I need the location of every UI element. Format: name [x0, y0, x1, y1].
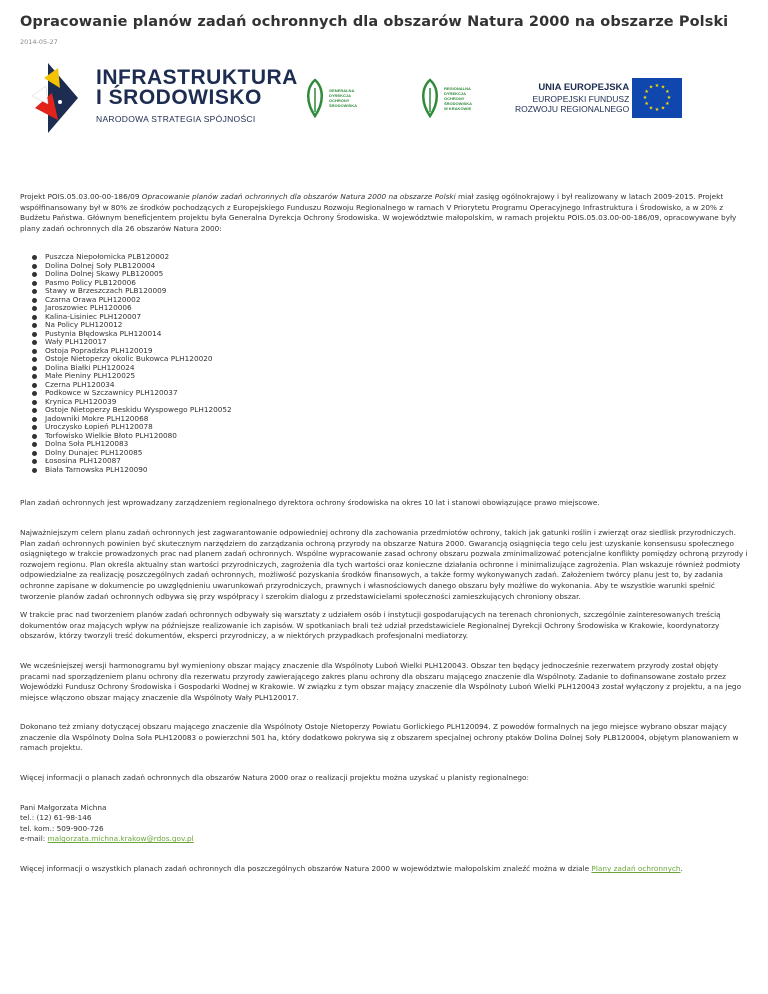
contact-tel: tel.: (12) 61-98-146 [20, 813, 92, 823]
site-name: Ostoje Nietoperzy okolic Bukowca PLH120020 [45, 354, 213, 364]
svg-text:★: ★ [642, 95, 648, 101]
site-name: Ostoja Popradzka PLH120019 [45, 345, 153, 355]
bullet-icon [32, 340, 37, 345]
eu-line3: ROZWOJU REGIONALNEGO [515, 104, 630, 114]
site-list-item [32, 389, 748, 398]
bullet-icon [32, 255, 37, 260]
bullet-icon [32, 272, 37, 277]
site-name: Czarna Orawa PLH120002 [45, 294, 141, 304]
paragraph-legal: Plan zadań ochronnych jest wprowadzany zarządzeniem regionalnego dyrektora ochrony środowiska na okres 10 lat i stanowi obowiązujące prawo miejscowe. [20, 498, 600, 508]
eu-logo-text [515, 82, 629, 114]
bullet-icon [32, 434, 37, 439]
site-list-item [32, 466, 748, 475]
contact-email-link[interactable]: malgorzata.michna.krakow@rdos.gov.pl [47, 834, 194, 844]
site-list-item [32, 330, 748, 339]
site-name: Dolny Dunajec PLH120085 [45, 447, 143, 457]
eu-line2: EUROPEJSKI FUNDUSZ [532, 94, 630, 104]
rdos-logo [419, 78, 472, 118]
bullet-icon [32, 425, 37, 430]
bullet-icon [32, 281, 37, 286]
site-name: Krynica PLH120039 [45, 396, 117, 406]
eu-flag-icon [632, 78, 682, 118]
bullet-icon [32, 349, 37, 354]
bullet-icon [32, 391, 37, 396]
site-name: Torfowisko Wielkie Błoto PLH120080 [45, 430, 177, 440]
site-name: Stawy w Brzeszczach PLB120009 [45, 286, 167, 296]
site-list-item [32, 432, 748, 441]
site-list-item [32, 296, 748, 305]
intro-before: Projekt POIS.05.03.00-00-186/09 [20, 192, 142, 201]
paragraph-workshops: W trakcie prac nad tworzeniem planów zadań ochronnych odbywały się warsztaty z udziałem osób i instytucji gospodarujących na terenach chronionych, szczególnie zainteresowanych treścią dokumentów oraz mających wpływ na późniejsze realizowanie ich zapisów. W spotkaniach brali też udział przedstawiciele Regionalnej Dyrekcji Ochrony Środowiska w Krakowie, koordynatorzy obszarów, którzy tworzyli treść dokumentów, eksperci przyrodniczy, a w niektórych przypadkach profesjonalni mediatorzy. [20, 610, 721, 641]
bullet-icon [32, 298, 37, 303]
rdos-text: REGIONALNA DYREKCJA OCHRONY ŚRODOWISKA W KRAKOWIE [444, 85, 472, 111]
site-list-item [32, 313, 748, 322]
site-name: Jadowniki Mokre PLH120068 [45, 413, 149, 423]
all-plans-before: Więcej informacji o wszystkich planach zadań ochronnych dla poszczególnych obszarów Natura 2000 w województwie małopolskim znaleźć można w dziale [20, 864, 592, 874]
site-name: Dolina Białki PLH120024 [45, 362, 135, 372]
svg-text:★: ★ [660, 84, 666, 91]
svg-text:★: ★ [654, 83, 660, 89]
site-name: Łososina PLH120087 [45, 456, 121, 466]
leaf-icon [419, 78, 441, 118]
site-name: Dolina Dolnej Skawy PLB120005 [45, 269, 164, 279]
bullet-icon [32, 468, 37, 473]
publish-date: 2014-05-27 [20, 38, 58, 46]
svg-text:★: ★ [654, 107, 660, 113]
bullet-icon [32, 400, 37, 405]
site-list-item [32, 364, 748, 373]
paragraph-lubon: We wcześniejszej wersji harmonogramu był wymieniony obszar mający znaczenie dla Wspólnoty Luboń Wielki PLH120043. Obszar ten będący jednocześnie rezerwatem przyrody został objęty pracami nad sporządzeniem planu ochrony dla rezerwatu przyrody zawierającego zakres planu ochrony dla obszaru mającego znaczenie dla Wspólnoty. Zadanie to dofinansowane zostało przez Wojewódzki Fundusz Ochrony Środowiska i Gospodarki Wodnej w Krakowie. W związku z tym obszar mający znaczenie dla Wspólnoty Luboń Wielki PLH120043 został wyłączony z projektu, a na jego miejsce włączono obszar mający znaczenie dla Wspólnoty Wały PLH120017. [20, 660, 742, 702]
bullet-icon [32, 451, 37, 456]
bullet-icon [32, 323, 37, 328]
site-name: Pustynia Błędowska PLH120014 [45, 328, 162, 338]
paragraph-dolna-sola: Dokonano też zmiany dotyczącej obszaru mającego znaczenie dla Wspólnoty Ostoje Nietoperzy Powiatu Gorlickiego PLH120094. Z powodów formalnych na jego miejsce wybrano obszar mający znaczenie dla Wspólnoty Dolna Soła PLH120083 o powierzchni 501 ha, który dodatkowo pokrywa się z obszarem specjalnej ochrony ptaków Dolina Dolnej Soły PLB120004, objętym planowaniem w ramach projektu. [20, 722, 739, 753]
svg-text:★: ★ [644, 89, 649, 95]
site-name: Dolna Soła PLH120083 [45, 439, 129, 449]
bullet-icon [32, 315, 37, 320]
sites-list [32, 253, 748, 474]
site-list-item [32, 372, 748, 381]
page-title: Opracowanie planów zadań ochronnych dla obszarów Natura 2000 na obszarze Polski [20, 14, 729, 30]
site-name: Biała Tarnowska PLH120090 [45, 464, 148, 474]
site-name: Małe Pieniny PLH120025 [45, 371, 136, 381]
infra-line2: I ŚRODOWISKO [96, 86, 262, 109]
svg-text:★: ★ [648, 84, 654, 91]
site-list-item [32, 270, 748, 279]
bullet-icon [32, 417, 37, 422]
site-name: Ostoje Nietoperzy Beskidu Wyspowego PLH120052 [45, 405, 232, 415]
contact-mobile: tel. kom.: 509-900-726 [20, 823, 104, 833]
site-name: Uroczysko Łopień PLH120078 [45, 422, 153, 432]
paragraph-goal: Najważniejszym celem planu zadań ochronnych jest zagwarantowanie odpowiedniej ochrony dla zachowania przedmiotów ochrony, takich jak gatunki roślin i zwierząt oraz siedlisk przyrodniczych. Plan zadań ochronnych powinien być skutecznym narzędziem do zarządzania ochroną przyrody na obszarze Natura 2000. Gwarancją osiągnięcia tego celu jest uzyskanie konsensusu społecznego osiągniętego w trakcie prowadzonych prac nad planem zadań ochronnych. Wspólne wypracowanie zasad ochrony obszaru pozwala zminimalizować potencjalne konflikty pomiędzy ochroną przyrody i rozwojem regionu. Plan określa aktualny stan wartości przyrodniczych, zagrożenia dla tych wartości oraz konieczne działania ochronne i minimalizujące zagrożenia. Plan wskazuje również podmioty odpowiedzialne za realizację poszczególnych zadań ochronnych, możliwość pozyskania środków finansowych, a także formy wykonywanych zadań. Założeniem twórcy planu jest to, by zadania ochronne zapisane w dokumencie po uwzględnieniu uwarunkowań przyrodniczych, prawnych i własnościowych danego obszaru były możliwe do wykonania. Aby te wszystkie warunki spełnić tworzenie planów zadań ochronnych odbywa się przy współpracy i szerokim dialogu z przedstawicielami społeczności zamieszkujących chroniony obszar. [20, 527, 748, 601]
paragraph-all-plans [20, 864, 748, 875]
svg-text:★: ★ [648, 105, 654, 112]
bullet-icon [32, 306, 37, 311]
site-name: Czerna PLH120034 [45, 379, 115, 389]
bullet-icon [32, 374, 37, 379]
bullet-icon [32, 408, 37, 413]
contact-block [20, 803, 748, 845]
site-name: Kalina-Lisiniec PLH120007 [45, 311, 142, 321]
bullet-icon [32, 459, 37, 464]
gdos-logo [304, 78, 357, 118]
bullet-icon [32, 289, 37, 294]
site-list-item [32, 449, 748, 458]
paragraph-more-info: Więcej informacji o planach zadań ochronnych dla obszarów Natura 2000 oraz o realizacji projektu można uzyskać u planisty regionalnego: [20, 773, 529, 783]
site-name: Pasmo Policy PLB120006 [45, 277, 136, 287]
site-name: Na Policy PLH120012 [45, 320, 123, 330]
svg-text:★: ★ [660, 105, 666, 112]
bullet-icon [32, 332, 37, 337]
all-plans-after: . [680, 864, 683, 874]
bullet-icon [32, 383, 37, 388]
intro-after: miał zasięg ogólnokrajowy i był realizowany w latach 2009-2015. Projekt współfinansowany był w 80% ze środków pochodzących z Europejskiego Funduszu Rozwoju Regionalnego w ramach V Priorytetu Programu Operacyjnego Infrastruktura i Środowisko, a w 20% z Budżetu Państwa. Głównym beneficjentem projektu była Generalna Dyrekcja Ochrony Środowiska. W województwie małopolskim, w ramach projektu POIS.05.03.00-00-186/09, opracowywane były plany zadań ochronnych dla 26 obszarów Natura 2000: [20, 192, 737, 233]
site-name: Dolina Dolnej Soły PLB120004 [45, 260, 156, 270]
plans-link[interactable]: Plany zadań ochronnych [591, 864, 681, 874]
gdos-text: GENERALNA DYREKCJA OCHRONY ŚRODOWISKA [329, 88, 357, 108]
intro-paragraph [20, 192, 748, 234]
infrastruktura-emblem-icon [30, 58, 90, 138]
infra-line3: NARODOWA STRATEGIA SPÓJNOŚCI [96, 114, 256, 124]
svg-text:★: ★ [665, 101, 670, 107]
bullet-icon [32, 442, 37, 447]
site-name: Jaroszowiec PLH120006 [45, 303, 132, 313]
bullet-icon [32, 264, 37, 269]
bullet-icon [32, 366, 37, 371]
leaf-icon [304, 78, 326, 118]
site-list-item [32, 355, 748, 364]
eu-line1: UNIA EUROPEJSKA [538, 82, 630, 93]
bullet-icon [32, 357, 37, 362]
logos-banner [20, 48, 748, 158]
svg-text:★: ★ [666, 95, 672, 101]
site-name: Puszcza Niepołomicka PLB120002 [45, 252, 170, 262]
contact-name: Pani Małgorzata Michna [20, 802, 107, 812]
infrastruktura-logo [96, 68, 298, 124]
site-name: Podkowce w Szczawnicy PLH120037 [45, 388, 178, 398]
site-name: Wały PLH120017 [45, 337, 107, 347]
contact-email-label: e-mail: [20, 834, 48, 844]
svg-text:★: ★ [665, 89, 670, 95]
svg-text:★: ★ [644, 101, 649, 107]
intro-project-title: Opracowanie planów zadań ochronnych dla obszarów Natura 2000 na obszarze Polski [141, 192, 456, 201]
infra-line1: INFRASTRUKTURA [96, 66, 298, 89]
